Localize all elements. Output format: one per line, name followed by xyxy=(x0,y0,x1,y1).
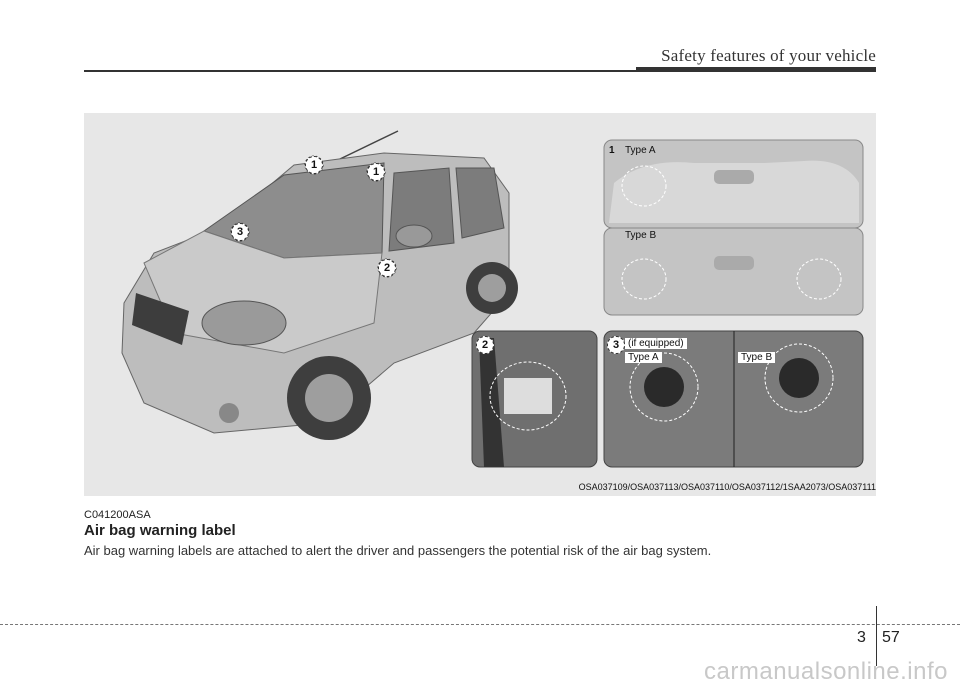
car-illustration xyxy=(84,113,876,496)
dash-panel-number: 3 xyxy=(607,336,625,354)
footer-rule xyxy=(0,624,960,625)
pillar-panel-number: 2 xyxy=(476,336,494,354)
sunvisor-panel-number: 1 xyxy=(609,145,615,156)
page-header-title: Safety features of your vehicle xyxy=(661,46,876,65)
airbag-label-figure xyxy=(84,113,876,496)
dash-type-a-label: Type A xyxy=(625,352,662,363)
page-number: 57 xyxy=(882,629,900,646)
sunvisor-type-a-label: Type A xyxy=(625,145,656,156)
figure-codes: OSA037109/OSA037113/OSA037110/OSA037112/1SAA2073/OSA037111 xyxy=(578,482,876,492)
section-title: Air bag warning label xyxy=(84,522,236,539)
chapter-number: 3 xyxy=(857,629,866,646)
callout-pillar: 2 xyxy=(378,259,396,277)
dash-if-equipped-label: (if equipped) xyxy=(625,338,687,349)
header-rule-accent xyxy=(636,67,876,72)
watermark: carmanualsonline.info xyxy=(704,658,948,685)
callout-windshield-left: 1 xyxy=(305,156,323,174)
footer-divider xyxy=(876,606,877,666)
section-code: C041200ASA xyxy=(84,509,151,521)
sunvisor-type-b-label: Type B xyxy=(625,230,657,241)
section-body: Air bag warning labels are attached to alert the driver and passengers the potential risk of the air bag system. xyxy=(84,543,712,558)
callout-windshield-right: 1 xyxy=(367,163,385,181)
dash-type-b-label: Type B xyxy=(738,352,775,363)
callout-hood: 3 xyxy=(231,223,249,241)
